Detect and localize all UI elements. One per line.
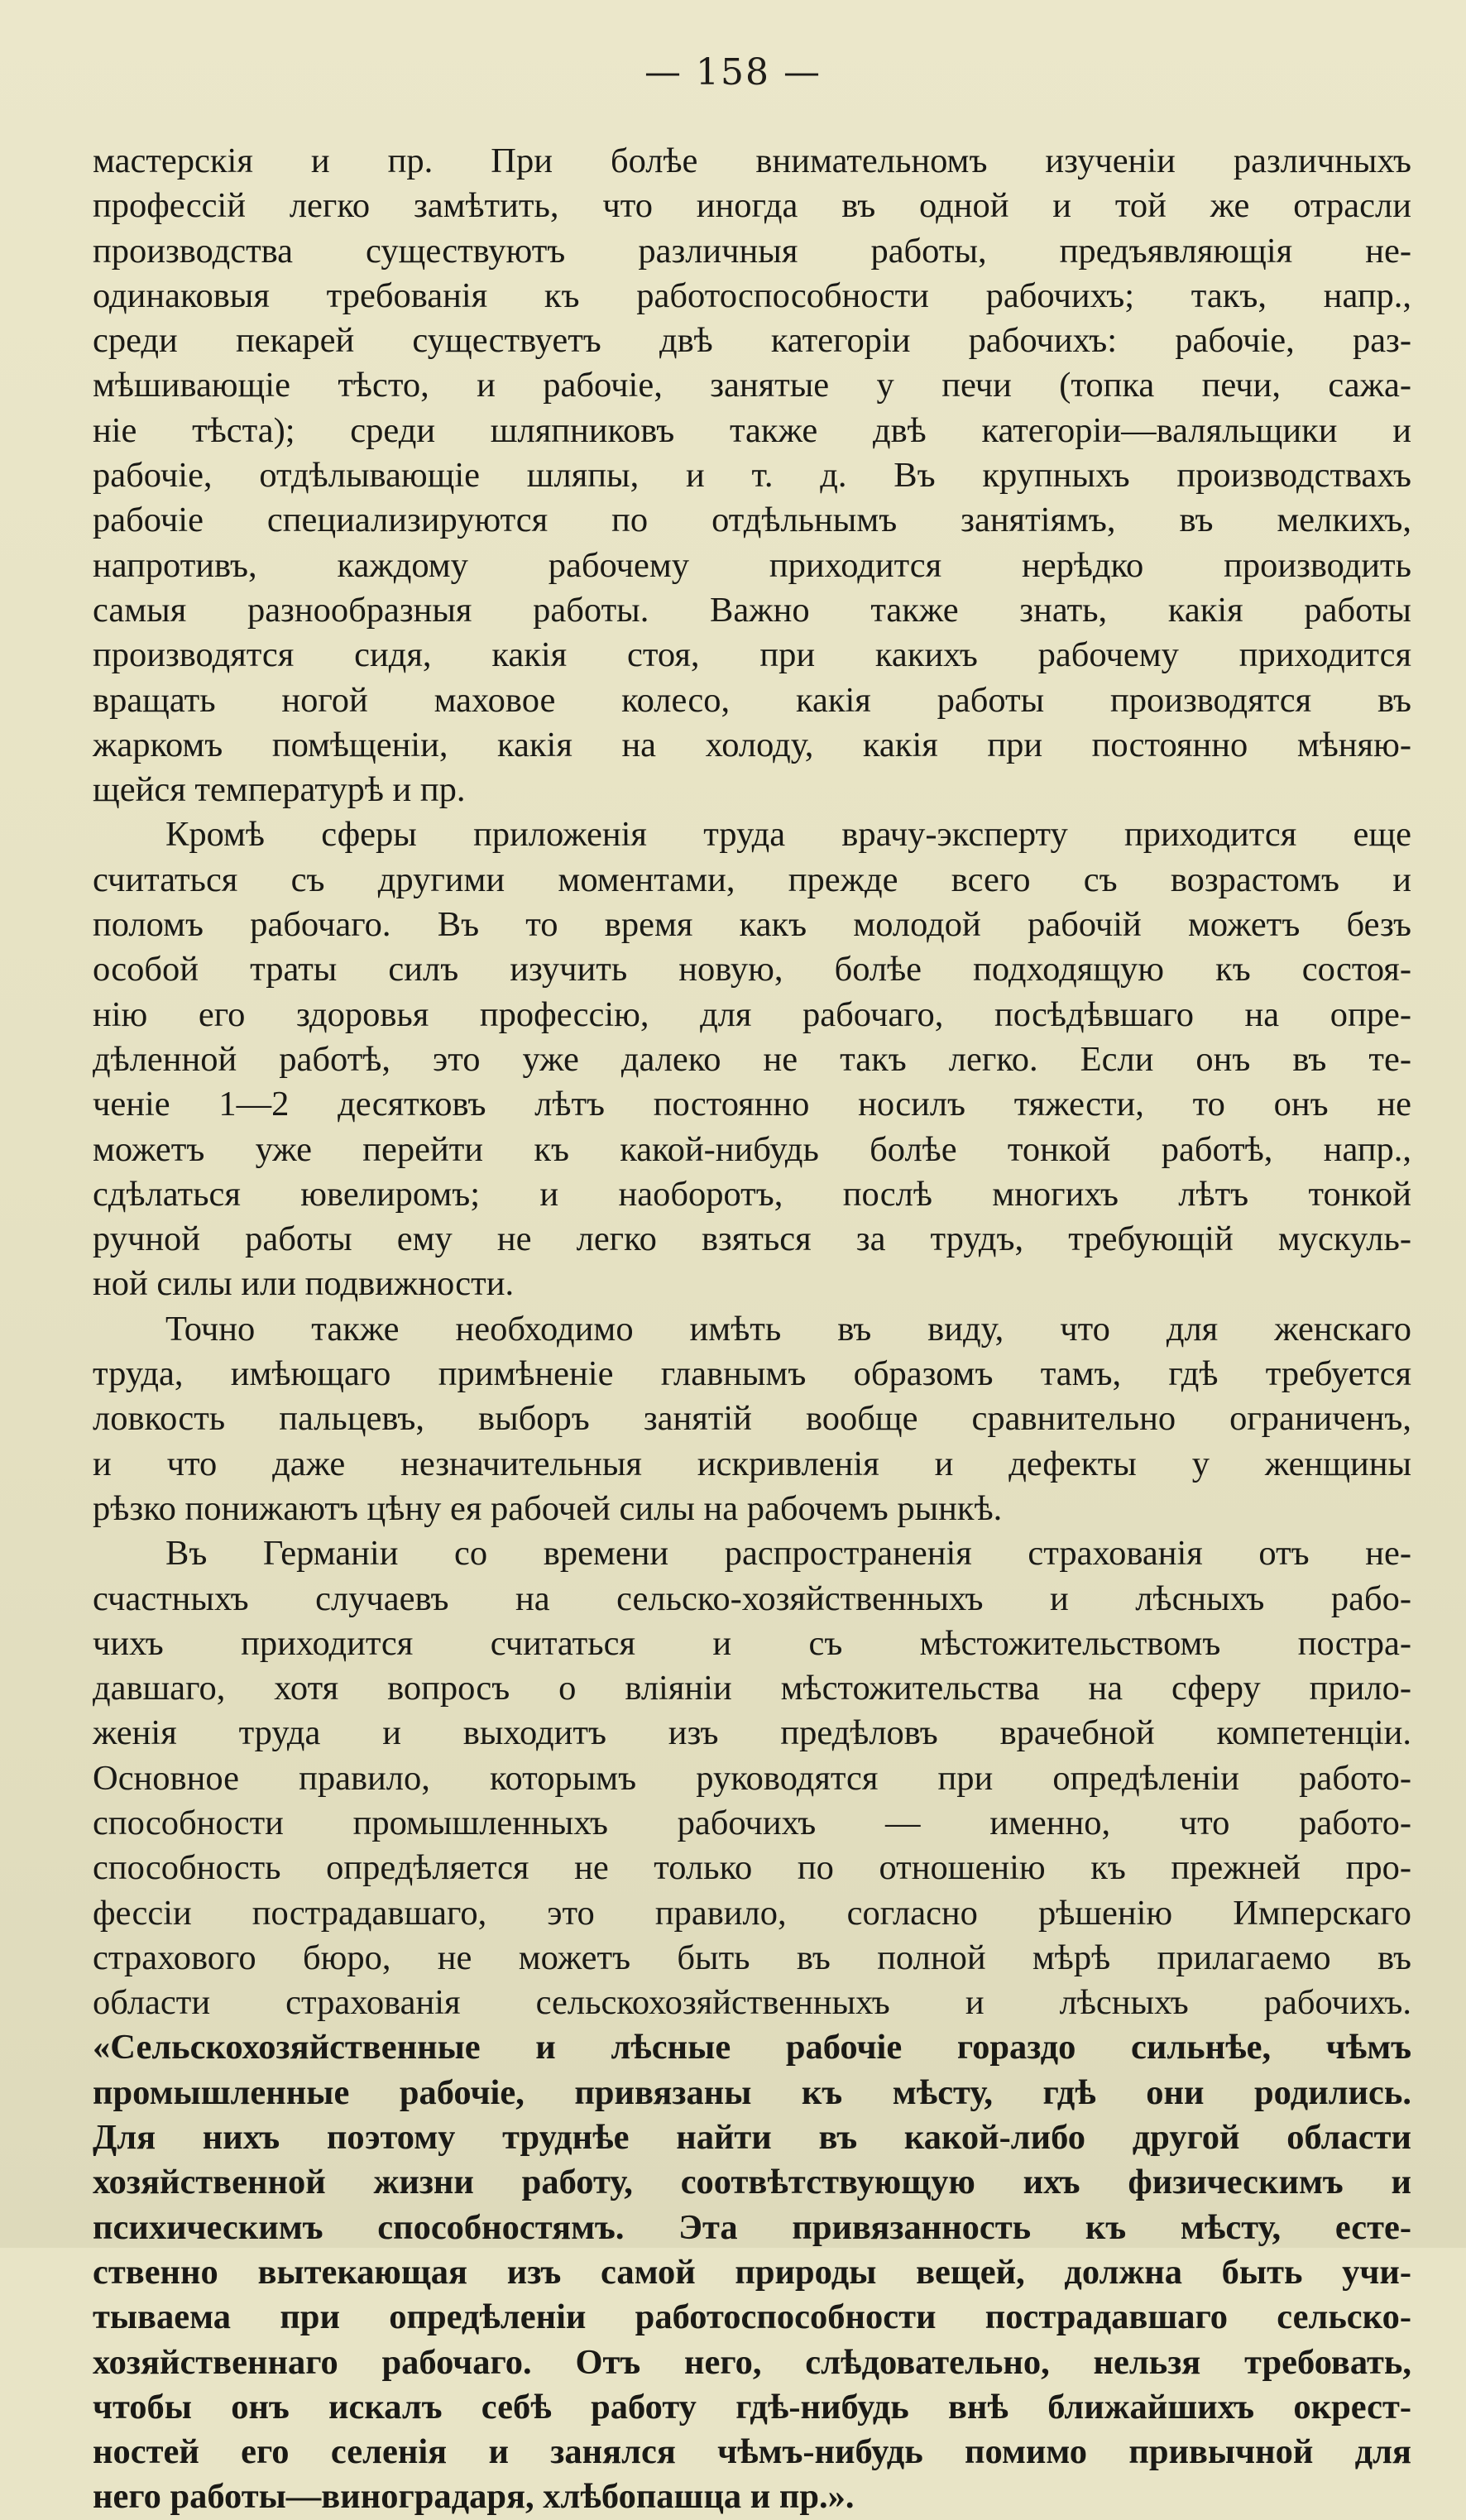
text-line: Кромѣ сферы приложенія труда врачу-эксперту приходится еще: [165, 815, 1411, 855]
text-line: ловкость пальцевъ, выборъ занятій вообще сравнительно ограниченъ,: [93, 1399, 1411, 1439]
text-line: и что даже незначительныя искривленія и дефекты у женщины: [93, 1444, 1411, 1483]
text-line: способности промышленныхъ рабочихъ — именно, что работо-: [93, 1803, 1411, 1842]
text-line: Въ Германіи со времени распространенія страхованія отъ не-: [165, 1534, 1411, 1574]
text-line: производятся сидя, какія стоя, при какихъ рабочему приходится: [93, 635, 1411, 675]
text-line: чтобы онъ искалъ себѣ работу гдѣ-нибудь внѣ ближайшихъ окрест-: [93, 2387, 1411, 2427]
text-line: «Сельскохозяйственные и лѣсные рабочіе гораздо сильнѣе, чѣмъ: [93, 2028, 1411, 2067]
text-line: считаться съ другими моментами, прежде всего съ возрастомъ и: [93, 860, 1411, 899]
text-line: мѣшивающіе тѣсто, и рабочіе, занятые у печи (топка печи, сажа-: [93, 366, 1411, 405]
text-line: ственно вытекающая изъ самой природы вещей, должна быть учи-: [93, 2252, 1411, 2292]
text-line: способность опредѣляется не только по отношенію къ прежней про-: [93, 1848, 1411, 1888]
text-line: ченіе 1—2 десятковъ лѣтъ постоянно носилъ тяжести, то онъ не: [93, 1085, 1411, 1124]
text-line: среди пекарей существуетъ двѣ категоріи рабочихъ: рабочіе, раз-: [93, 321, 1411, 361]
text-line: области страхованія сельскохозяйственныхъ и лѣсныхъ рабочихъ.: [93, 1983, 1411, 2023]
text-line: ручной работы ему не легко взяться за трудъ, требующій мускуль-: [93, 1219, 1411, 1259]
text-line: сдѣлаться ювелиромъ; и наоборотъ, послѣ многихъ лѣтъ тонкой: [93, 1174, 1411, 1214]
text-line: напротивъ, каждому рабочему приходится нерѣдко производить: [93, 545, 1411, 585]
text-line: рабочіе специализируются по отдѣльнымъ занятіямъ, въ мелкихъ,: [93, 501, 1411, 540]
text-line: Для нихъ поэтому труднѣе найти въ какой-либо другой области: [93, 2118, 1411, 2158]
text-line: можетъ уже перейти къ какой-нибудь болѣе тонкой работѣ, напр.,: [93, 1129, 1411, 1169]
text-line: нію его здоровья профессію, для рабочаго, посѣдѣвшаго на опре-: [93, 994, 1411, 1034]
text-line: ніе тѣста); среди шляпниковъ также двѣ категоріи—валяльщики и: [93, 410, 1411, 450]
text-line: рабочіе, отдѣлывающіе шляпы, и т. д. Въ крупныхъ производствахъ: [93, 456, 1411, 496]
text-line: щейся температурѣ и пр.: [93, 770, 466, 810]
text-line: давшаго, хотя вопросъ о вліяніи мѣстожительства на сферу прило-: [93, 1669, 1411, 1708]
text-line: ностей его селенія и занялся чѣмъ-нибудь помимо привычной для: [93, 2432, 1411, 2472]
text-line: производства существуютъ различныя работы, предъявляющія не-: [93, 231, 1411, 271]
text-line: тываема при опредѣленіи работоспособности пострадавшаго сельско-: [93, 2297, 1411, 2337]
text-line: ной силы или подвижности.: [93, 1264, 515, 1304]
text-line: мастерскія и пр. При болѣе внимательномъ изученіи различныхъ: [93, 141, 1411, 180]
text-line: труда, имѣющаго примѣненіе главнымъ образомъ тамъ, гдѣ требуется: [93, 1354, 1411, 1394]
text-line: хозяйственнаго рабочаго. Отъ него, слѣдовательно, нельзя требовать,: [93, 2342, 1411, 2382]
text-line: Точно также необходимо имѣть въ виду, что для женскаго: [165, 1309, 1411, 1349]
text-line: дѣленной работѣ, это уже далеко не такъ легко. Если онъ въ те-: [93, 1039, 1411, 1079]
text-line: профессій легко замѣтить, что иногда въ одной и той же отрасли: [93, 186, 1411, 226]
text-line: вращать ногой маховое колесо, какія работы производятся въ: [93, 680, 1411, 720]
text-line: психическимъ способностямъ. Эта привязанность къ мѣсту, есте-: [93, 2207, 1411, 2247]
text-line: рѣзко понижаютъ цѣну ея рабочей силы на рабочемъ рынкѣ.: [93, 1488, 1003, 1528]
text-line: промышленные рабочіе, привязаны къ мѣсту, гдѣ они родились.: [93, 2072, 1411, 2112]
text-line: страхового бюро, не можетъ быть въ полной мѣрѣ прилагаемо въ: [93, 1938, 1411, 1977]
text-line: фессіи пострадавшаго, это правило, согласно рѣшенію Имперскаго: [93, 1893, 1411, 1933]
text-line: самыя разнообразныя работы. Важно также знать, какія работы: [93, 590, 1411, 630]
text-line: жаркомъ помѣщеніи, какія на холоду, какія при постоянно мѣняю-: [93, 725, 1411, 764]
text-line: счастныхъ случаевъ на сельско-хозяйственныхъ и лѣсныхъ рабо-: [93, 1579, 1411, 1618]
text-line: него работы—виноградаря, хлѣбопашца и пр.».: [93, 2477, 855, 2517]
text-line: поломъ рабочаго. Въ то время какъ молодой рабочій можетъ безъ: [93, 905, 1411, 945]
page-number: — 158 —: [644, 51, 822, 93]
text-line: одинаковыя требованія къ работоспособности рабочихъ; такъ, напр.,: [93, 275, 1411, 315]
text-line: женія труда и выходитъ изъ предѣловъ врачебной компетенціи.: [93, 1713, 1411, 1753]
text-line: чихъ приходится считаться и съ мѣстожительствомъ постра-: [93, 1623, 1411, 1663]
text-line: хозяйственной жизни работу, соотвѣтствующую ихъ физическимъ и: [93, 2163, 1411, 2202]
body-text: [93, 139, 1411, 2520]
text-line: Основное правило, которымъ руководятся при опредѣленіи работо-: [93, 1758, 1411, 1798]
text-line: особой траты силъ изучить новую, болѣе подходящую къ состоя-: [93, 950, 1411, 989]
